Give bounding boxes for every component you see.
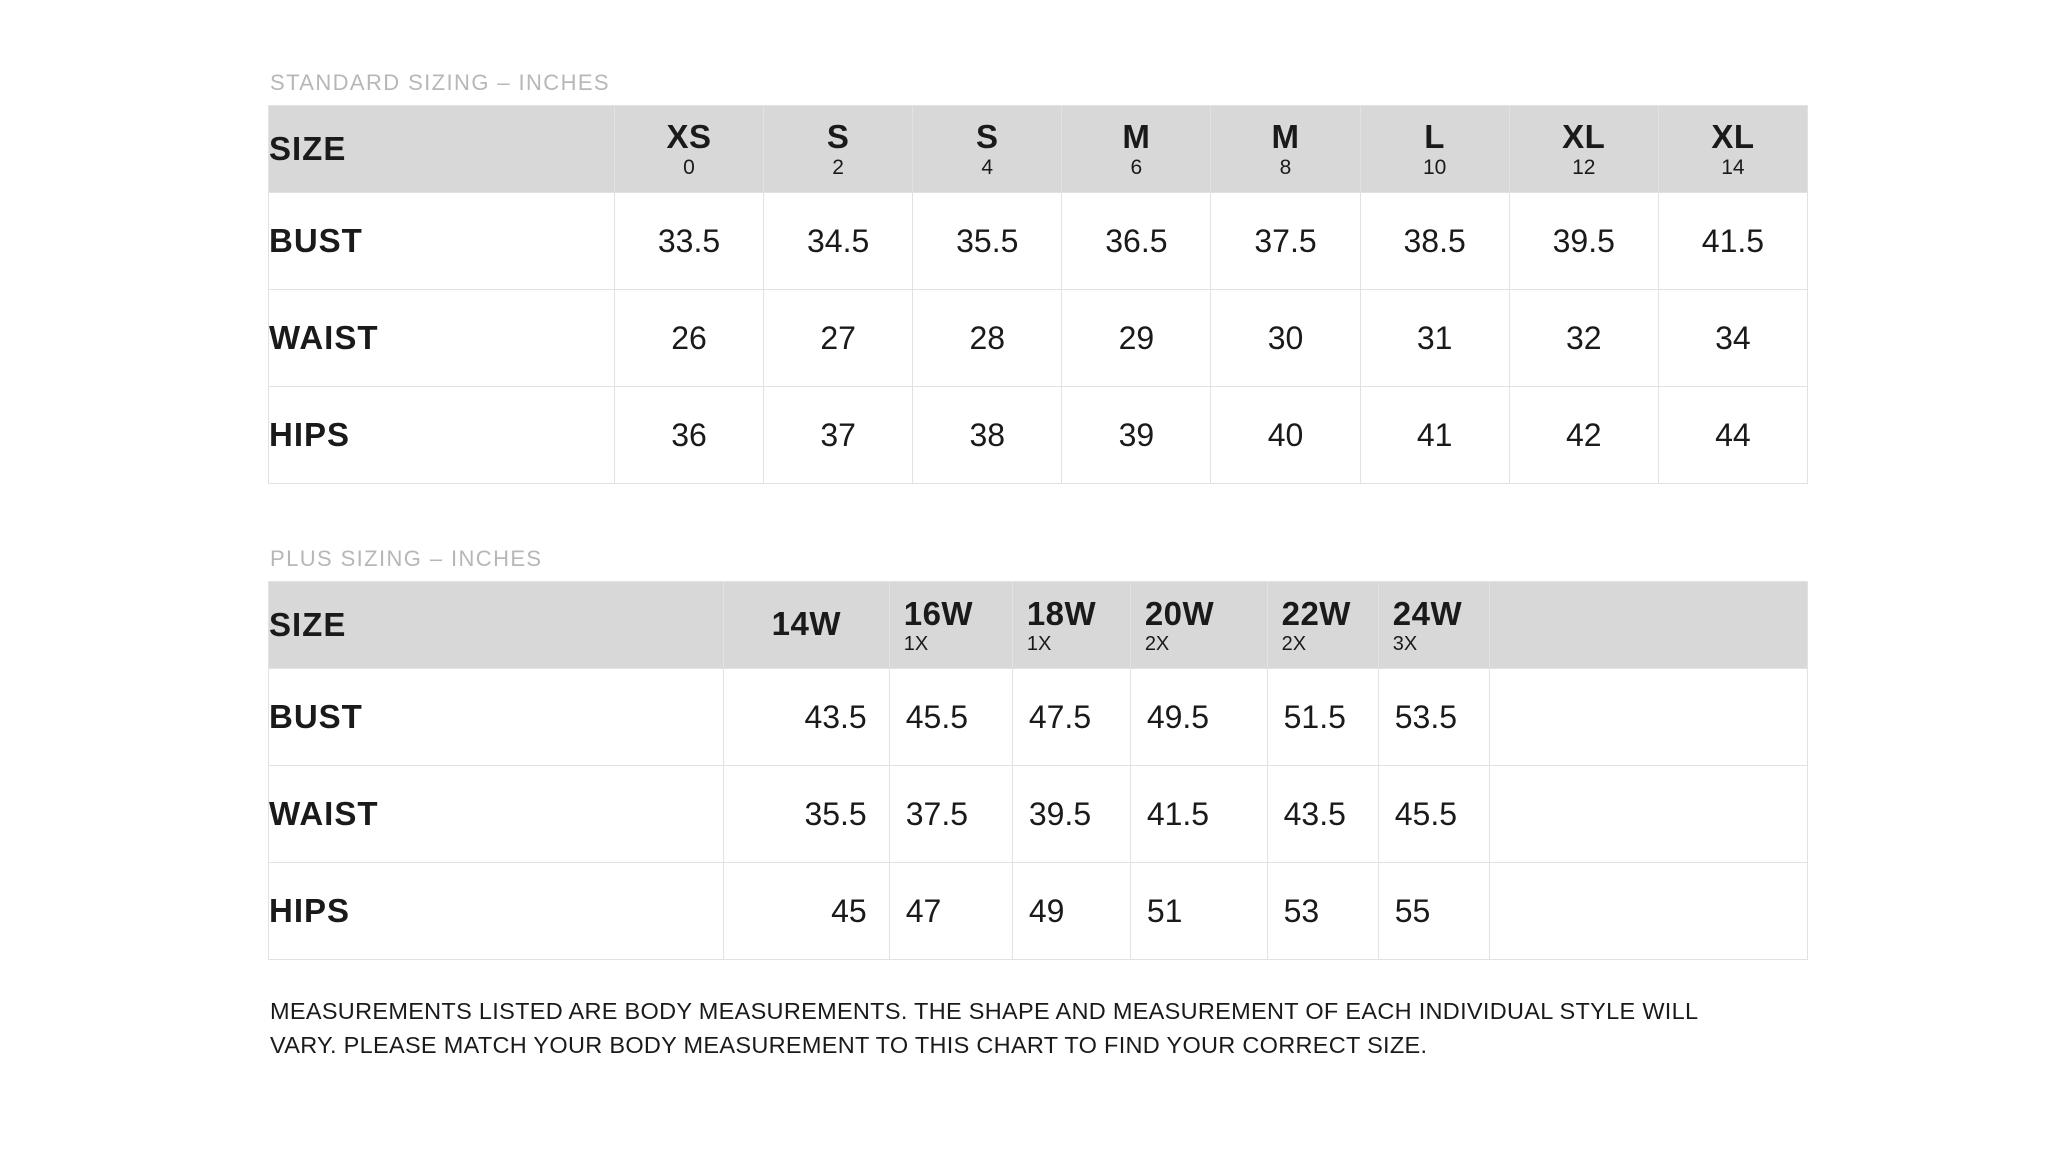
- standard-col-5-alpha: L: [1424, 118, 1445, 155]
- plus-cell-2-2: 49: [1012, 863, 1130, 960]
- table-row: [269, 766, 1808, 863]
- standard-cell-0-2: 35.5: [913, 193, 1062, 290]
- plus-col-1-num: 1X: [903, 632, 929, 655]
- plus-col-4-num: 2X: [1281, 632, 1307, 655]
- standard-row-1-label: WAIST: [269, 290, 615, 387]
- table-row: [269, 387, 1808, 484]
- standard-col-1: [764, 106, 913, 193]
- standard-cell-1-7: 34: [1658, 290, 1807, 387]
- plus-cell-0-5: 53.5: [1378, 669, 1489, 766]
- standard-col-0-num: 0: [683, 156, 695, 179]
- standard-cell-1-4: 30: [1211, 290, 1360, 387]
- plus-col-5-alpha: 24W: [1392, 594, 1463, 632]
- standard-row-0-label: BUST: [269, 193, 615, 290]
- standard-col-6-num: 12: [1572, 156, 1596, 179]
- standard-cell-2-6: 42: [1509, 387, 1658, 484]
- standard-col-7-alpha: XL: [1711, 118, 1755, 155]
- standard-col-3-num: 6: [1130, 156, 1143, 179]
- plus-col-1-alpha: 16W: [903, 594, 974, 632]
- standard-col-6: [1509, 106, 1658, 193]
- standard-cell-1-1: 27: [764, 290, 913, 387]
- size-chart-container: [268, 70, 1808, 1062]
- standard-row-2-label: HIPS: [269, 387, 615, 484]
- plus-cell-0-4: 51.5: [1267, 669, 1378, 766]
- standard-col-2-num: 4: [981, 156, 994, 179]
- plus-cell-2-5: 55: [1378, 863, 1489, 960]
- plus-cell-0-1: 45.5: [889, 669, 1012, 766]
- plus-cell-2-3: 51: [1130, 863, 1267, 960]
- standard-cell-2-2: 38: [913, 387, 1062, 484]
- standard-cell-1-6: 32: [1509, 290, 1658, 387]
- plus-cell-1-0: 35.5: [723, 766, 889, 863]
- standard-col-1-num: 2: [832, 156, 844, 179]
- plus-col-4: [1267, 582, 1378, 669]
- standard-col-2: [913, 106, 1062, 193]
- standard-col-0-alpha: XS: [666, 118, 712, 155]
- standard-col-5-num: 10: [1422, 156, 1447, 179]
- standard-col-2-alpha: S: [975, 118, 999, 155]
- standard-sizing-caption: STANDARD SIZING – INCHES: [270, 70, 611, 95]
- plus-col-2: [1012, 582, 1130, 669]
- standard-cell-0-3: 36.5: [1062, 193, 1211, 290]
- plus-row-2-label: HIPS: [269, 863, 724, 960]
- plus-row-1-label: WAIST: [269, 766, 724, 863]
- section-spacer: [268, 484, 1808, 546]
- plus-cell-2-0: 45: [723, 863, 889, 960]
- standard-cell-1-5: 31: [1360, 290, 1509, 387]
- table-row: [269, 863, 1808, 960]
- standard-cell-0-5: 38.5: [1360, 193, 1509, 290]
- plus-cell-1-3: 41.5: [1130, 766, 1267, 863]
- plus-cell-1-empty: [1489, 766, 1807, 863]
- plus-sizing-table: [268, 581, 1808, 960]
- standard-cell-2-5: 41: [1360, 387, 1509, 484]
- standard-col-3: [1062, 106, 1211, 193]
- standard-cell-1-0: 26: [614, 290, 763, 387]
- plus-col-5-num: 3X: [1392, 632, 1418, 655]
- standard-cell-0-0: 33.5: [614, 193, 763, 290]
- standard-col-0: [614, 106, 763, 193]
- plus-col-0-alpha: 14W: [771, 604, 841, 642]
- plus-cell-1-1: 37.5: [889, 766, 1012, 863]
- standard-col-4-num: 8: [1279, 156, 1292, 179]
- standard-cell-0-7: 41.5: [1658, 193, 1807, 290]
- plus-cell-2-1: 47: [889, 863, 1012, 960]
- standard-cell-2-4: 40: [1211, 387, 1360, 484]
- plus-col-empty: [1489, 582, 1807, 669]
- standard-cell-0-6: 39.5: [1509, 193, 1658, 290]
- standard-col-1-alpha: S: [826, 118, 850, 155]
- plus-col-5: [1378, 582, 1489, 669]
- standard-cell-2-0: 36: [614, 387, 763, 484]
- standard-cell-2-7: 44: [1658, 387, 1807, 484]
- table-row: [269, 669, 1808, 766]
- plus-sizing-caption: PLUS SIZING – INCHES: [270, 546, 543, 571]
- standard-col-7-num: 14: [1721, 156, 1745, 179]
- standard-size-label: SIZE: [269, 106, 615, 193]
- standard-col-3-alpha: M: [1122, 118, 1151, 155]
- plus-col-1: [889, 582, 1012, 669]
- standard-header-row: [269, 106, 1808, 193]
- plus-col-3-num: 2X: [1144, 632, 1170, 655]
- plus-col-4-alpha: 22W: [1281, 594, 1351, 632]
- plus-cell-0-3: 49.5: [1130, 669, 1267, 766]
- standard-cell-1-2: 28: [913, 290, 1062, 387]
- standard-col-4-alpha: M: [1271, 118, 1300, 155]
- plus-cell-1-2: 39.5: [1012, 766, 1130, 863]
- plus-cell-2-empty: [1489, 863, 1807, 960]
- plus-cell-0-2: 47.5: [1012, 669, 1130, 766]
- standard-cell-1-3: 29: [1062, 290, 1211, 387]
- plus-col-2-alpha: 18W: [1026, 594, 1097, 632]
- standard-cell-0-4: 37.5: [1211, 193, 1360, 290]
- standard-col-6-alpha: XL: [1562, 118, 1606, 155]
- plus-cell-1-5: 45.5: [1378, 766, 1489, 863]
- standard-col-5: [1360, 106, 1509, 193]
- plus-col-3-alpha: 20W: [1144, 594, 1215, 632]
- standard-col-7: [1658, 106, 1807, 193]
- standard-cell-2-3: 39: [1062, 387, 1211, 484]
- plus-cell-1-4: 43.5: [1267, 766, 1378, 863]
- standard-cell-2-1: 37: [764, 387, 913, 484]
- standard-cell-0-1: 34.5: [764, 193, 913, 290]
- plus-col-0: [723, 582, 889, 669]
- plus-header-row: [269, 582, 1808, 669]
- table-row: [269, 290, 1808, 387]
- plus-cell-0-0: 43.5: [723, 669, 889, 766]
- plus-col-2-num: 1X: [1026, 632, 1052, 655]
- plus-col-3: [1130, 582, 1267, 669]
- measurement-footnote: MEASUREMENTS LISTED ARE BODY MEASUREMENTS. THE SHAPE AND MEASUREMENT OF EACH INDIVIDUAL STYLE WILL VARY. PLEASE MATCH YOUR BODY MEASUREMENT TO THIS CHART TO FIND YOUR CORRECT SIZE.: [270, 998, 1698, 1059]
- standard-sizing-table: [268, 105, 1808, 484]
- plus-size-label: SIZE: [269, 582, 724, 669]
- plus-cell-2-4: 53: [1267, 863, 1378, 960]
- standard-col-4: [1211, 106, 1360, 193]
- plus-cell-0-empty: [1489, 669, 1807, 766]
- table-row: [269, 193, 1808, 290]
- plus-row-0-label: BUST: [269, 669, 724, 766]
